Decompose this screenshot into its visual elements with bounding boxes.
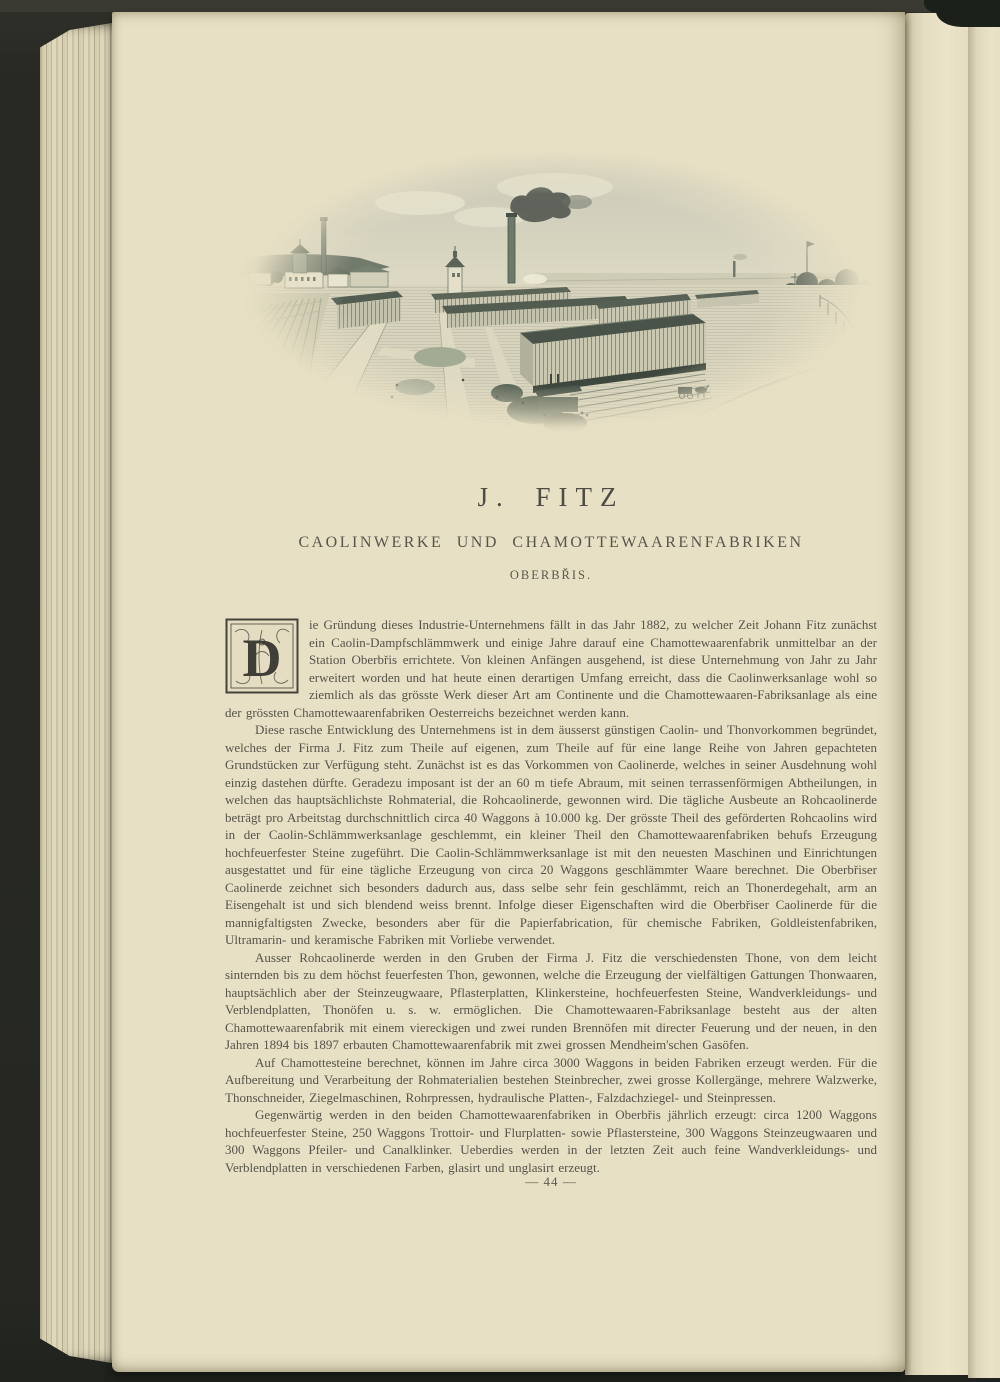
page-edges-stack — [40, 22, 118, 1364]
article-body — [225, 616, 877, 1176]
body-paragraph-1 — [225, 616, 877, 721]
factory-engraving-illustration — [235, 145, 875, 435]
scanner-background-band — [0, 0, 1000, 12]
page-header — [225, 482, 877, 583]
body-paragraph-4: Auf Chamottesteine berechnet, können im Jahre circa 3000 Waggons in beiden Fabriken erzeugt werden. Für die Aufbereitung und Verarbeitung der Rohmaterialien bestehen Steinbrecher, zwei grosse Kollergänge, mehrere Walzwerke, Thonschneider, Ziegelmaschinen, Rohrpressen, hydraulische Platten-, Falzdachziegel- und Steinpressen. — [225, 1054, 877, 1105]
book-cover-corner — [936, 0, 1000, 27]
engraving-vignette — [235, 145, 875, 435]
page-subtitle: CAOLINWERKE UND CHAMOTTEWAARENFABRIKEN — [298, 534, 804, 551]
underlying-page-edge-2 — [968, 10, 1000, 1378]
drop-cap-initial — [225, 618, 299, 694]
page-location: OBERBŘIS. — [509, 568, 593, 582]
book-page — [112, 12, 905, 1372]
page-number: — 44 — — [525, 1174, 577, 1189]
underlying-page-edge — [905, 13, 969, 1375]
body-paragraph-3: Ausser Rohcaolinerde werden in den Gruben der Firma J. Fitz die verschiedensten Thone, von dem leicht sinternden bis zu dem höchst feuerfesten Thon, gewonnen, welche die Erzeugung der vielfältigen Gattungen Thonwaaren, hauptsächlich aber der Steinzeugwaare, Pflasterplatten, Klinkersteine, hochfeuerfesten Steine, Wandverkleidungs- und Verblendplatten, Thonöfen u. s. w. ermöglichen. Die Chamottewaaren-Fabriksanlage besteht aus der alten Chamottewaarenfabrik mit einem viereckigen und zwei runden Brennöfen mit directer Feuerung und der neuen, in den Jahren 1894 bis 1897 erbauten Chamottewaarenfabrik mit zwei grossen Mendheim'schen Gasöfen. — [225, 949, 877, 1052]
body-paragraph-5: Gegenwärtig werden in den beiden Chamottewaarenfabriken in Oberbřis jährlich erzeugt: circa 1200 Waggons hochfeuerfester Steine, 250 Waggons Trottoir- und Flurplatten- sowie Pflastersteine, 300 Waggons Steinzeugwaaren und 300 Waggons Pfeiler- und Canalklinker. Ueberdies werden in der letzten Zeit auch feine Wandverkleidungs- und Verblendplatten in verschiedenen Farben, glasirt und unglasirt erzeugt. — [225, 1107, 877, 1175]
page-title: J. FITZ — [477, 482, 625, 512]
paragraph-text-1: ie Gründung dieses Industrie-Unternehmens fällt in das Jahr 1882, zu welcher Zeit Johann Fitz zunächst ein Caolin-Dampfschlämmwerk und einige Jahre darauf eine Chamottewaarenfabrik unmittelbar an der Station Oberbřis errichtete. Von kleinen Anfängen ausgehend, ist diese Unternehmung von Jahr zu Jahr erweitert worden und hat heute einen derartigen Umfang erreicht, dass die Caolinwerksanlage wohl so ziemlich als das grösste Werk dieser Art am Continente und die Chamottewaaren-Fabriksanlage als eine der grössten Chamottewaarenfabriken Oesterreichs bezeichnet werden kann. — [225, 617, 877, 720]
drop-cap-letter: D — [242, 628, 282, 688]
body-paragraph-2: Diese rasche Entwicklung des Unternehmens ist in dem äusserst günstigen Caolin- und Thonvorkommen begründet, welches der Firma J. Fitz zum Theile auf eigenen, zum Theile auf für eine lange Reihe von Jahren gepachteten Grundstücken zur Verfügung steht. Zunächst ist es das Vorkommen von Caolinerde, welches in seiner Ausdehnung wohl einzig dastehen dürfte. Geradezu imposant ist der an 60 m tiefe Abraum, mit seinen terrassenförmigen Abtheilungen, in welchen das hauptsächlichste Rohmaterial, die Rohcaolinerde, gewonnen wird. Die tägliche Ausbeute an Rohcaolinerde beträgt pro Arbeitstag durchschnittlich circa 40 Waggons à 10.000 kg. Der grösste Theil des geförderten Rohcaolins wird in der Caolin-Schlämmwerksanlage geschlemmt, ein kleiner Theil den Chamottewaarenfabriken behufs Erzeugung hochfeuerfester Steine zugeführt. Die Caolin-Schlämmwerksanlage ist mit den neuesten Maschinen und Einrichtungen ausgestattet und für eine tägliche Erzeugung von circa 20 Waggons geschlämmter Waare berechnet. Die Oberbřiser Caolinerde zeichnet sich besonders dadurch aus, dass selbe sehr fein geschlämmt, reich an Thonerdegehalt, arm an Eisengehalt ist und sich blendend weiss brennt. Infolge dieser Eigenschaften wird die Oberbřiser Caolinerde für die mannigfaltigsten Zwecke, besonders aber für die Papierfabrication, für chemische Fabriken, Goldleistenfabriken, Ultramarin- und keramische Fabriken mit Vorliebe verwendet. — [225, 722, 877, 947]
